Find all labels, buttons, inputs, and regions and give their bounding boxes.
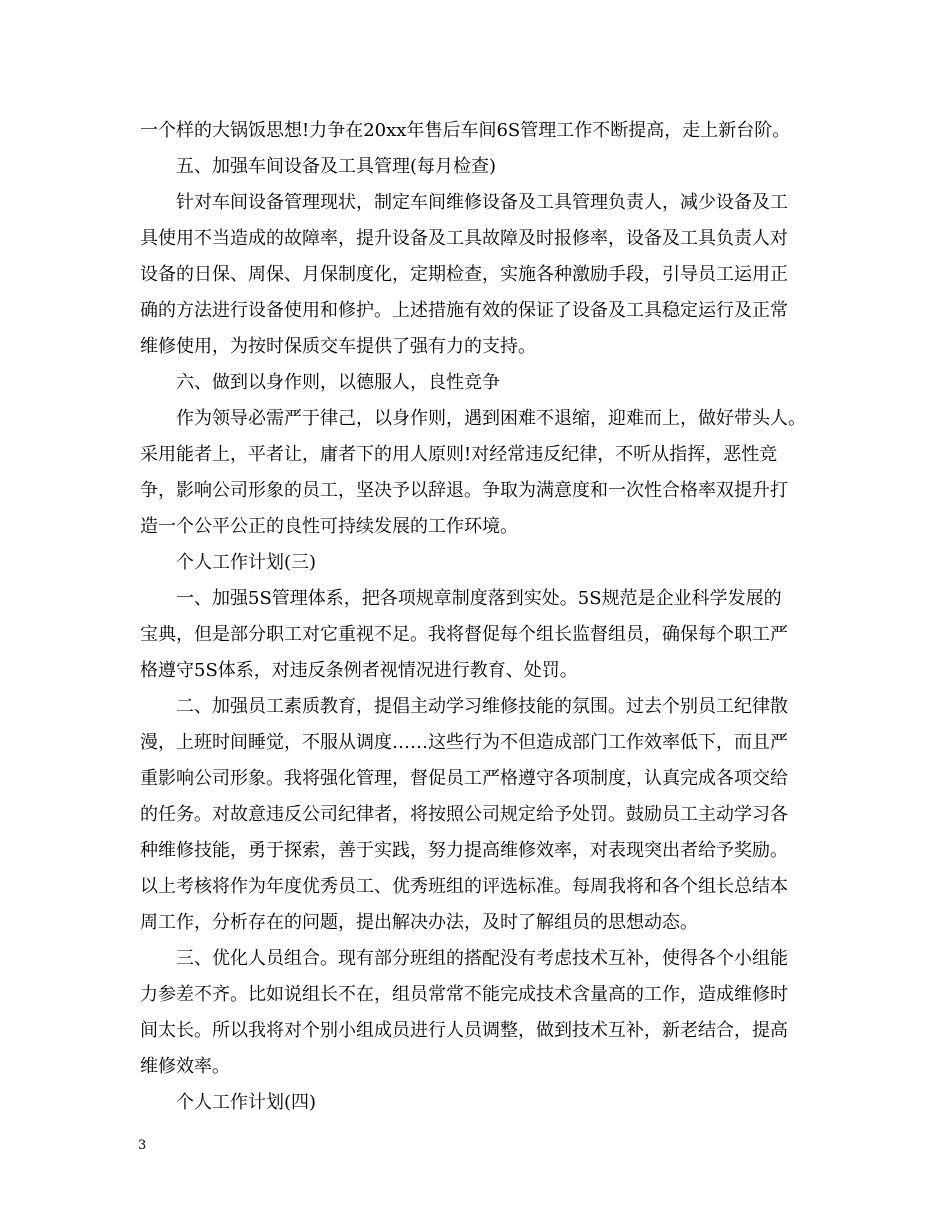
text-line: 针对车间设备管理现状，制定车间维修设备及工具管理负责人，减少设备及工 [176,192,788,213]
text-line: 具使用不当造成的故障率，提升设备及工具故障及时报修率，设备及工具负责人对 [140,228,788,249]
text-line: 一、加强5S管理体系，把各项规章制度落到实处。5S规范是企业科学发展的 [176,588,782,609]
section-heading: 六、做到以身作则，以德服人，良性竞争 [176,372,500,393]
text-line: 重影响公司形象。我将强化管理，督促员工严格遵守各项制度，认真完成各项交给 [140,768,788,789]
text-line: 格遵守5S体系，对违反条例者视情况进行教育、处罚。 [140,660,578,681]
section-heading: 五、加强车间设备及工具管理(每月检查) [176,156,497,177]
text-line: 三、优化人员组合。现有部分班组的搭配没有考虑技术互补，使得各个小组能 [176,948,788,969]
text-line: 维修使用，为按时保质交车提供了强有力的支持。 [140,336,536,357]
text-line: 漫，上班时间睡觉，不服从调度……这些行为不但造成部门工作效率低下，而且严 [140,732,788,753]
text-line: 维修效率。 [140,1056,230,1077]
text-line: 宝典，但是部分职工对它重视不足。我将督促每个组长监督组员，确保每个职工严 [140,624,788,645]
text-line: 造一个公平公正的良性可持续发展的工作环境。 [140,516,518,537]
text-line: 二、加强员工素质教育，提倡主动学习维修技能的氛围。过去个别员工纪律散 [176,696,788,717]
text-line: 采用能者上，平者让，庸者下的用人原则!对经常违反纪律，不听从指挥，恶性竞 [140,444,778,465]
text-line: 力参差不齐。比如说组长不在，组员常常不能完成技术含量高的工作，造成维修时 [140,984,788,1005]
plan-heading: 个人工作计划(三) [176,552,317,573]
text-line: 的任务。对故意违反公司纪律者，将按照公司规定给予处罚。鼓励员工主动学习各 [140,804,788,825]
page-number: 3 [138,1138,147,1153]
text-line: 间太长。所以我将对个别小组成员进行人员调整，做到技术互补，新老结合，提高 [140,1020,788,1041]
text-line: 设备的日保、周保、月保制度化，定期检查，实施各种激励手段，引导员工运用正 [140,264,788,285]
text-line: 周工作，分析存在的问题，提出解决办法，及时了解组员的思想动态。 [140,912,698,933]
text-line: 作为领导必需严于律己，以身作则，遇到困难不退缩，迎难而上，做好带头人。 [176,408,806,429]
text-line: 种维修技能，勇于探索，善于实践，努力提高维修效率，对表现突出者给予奖励。 [140,840,788,861]
text-line: 一个样的大锅饭思想!力争在20xx年售后车间6S管理工作不断提高，走上新台阶。 [140,120,791,141]
text-line: 以上考核将作为年度优秀员工、优秀班组的评选标准。每周我将和各个组长总结本 [140,876,788,897]
plan-heading: 个人工作计划(四) [176,1092,317,1113]
text-line: 确的方法进行设备使用和修护。上述措施有效的保证了设备及工具稳定运行及正常 [140,300,788,321]
text-line: 争，影响公司形象的员工，坚决予以辞退。争取为满意度和一次性合格率双提升打 [140,480,788,501]
